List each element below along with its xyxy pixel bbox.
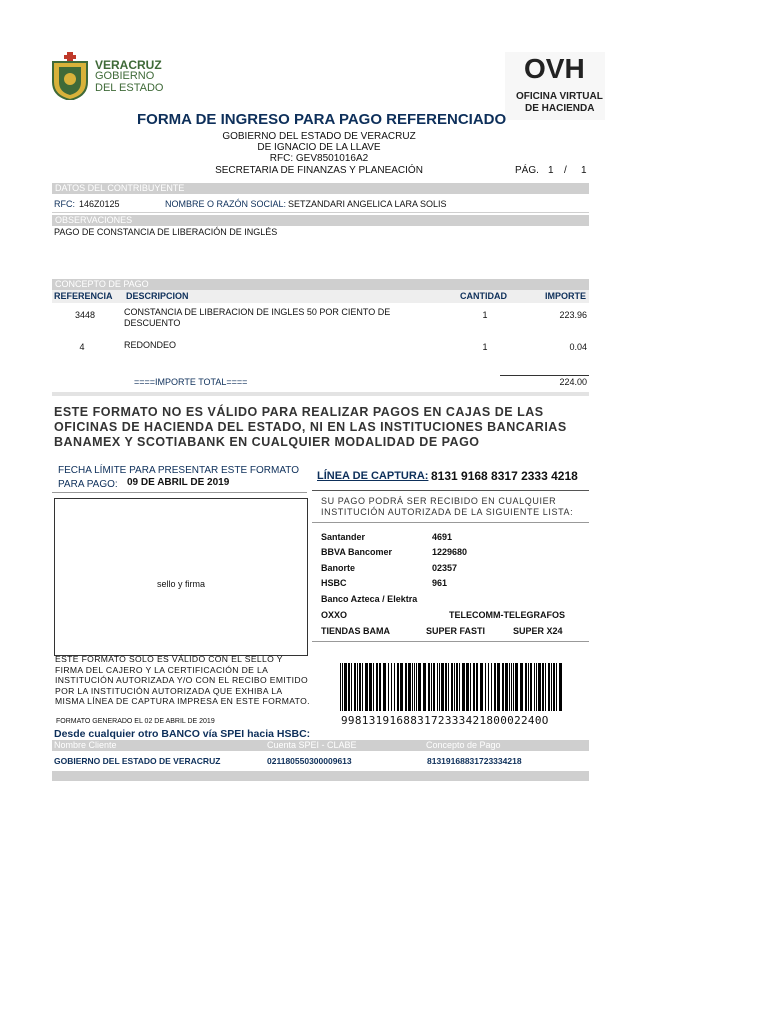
barcode-bar — [439, 663, 440, 711]
spei-value-name: GOBIERNO DEL ESTADO DE VERACRUZ — [54, 756, 221, 766]
row2-desc: REDONDEO — [124, 340, 177, 350]
capture-line-label: LÍNEA DE CAPTURA: — [317, 470, 429, 482]
barcode-bar — [551, 663, 552, 711]
barcode-bar — [388, 663, 389, 711]
row2-qty: 1 — [482, 342, 488, 352]
barcode-bar — [354, 663, 356, 711]
barcode-bar — [525, 663, 527, 711]
barcode-bar — [445, 663, 447, 711]
row1-desc: CONSTANCIA DE LIBERACION DE INGLES 50 POR CIENTO DE DESCUENTO — [124, 307, 391, 328]
bank-code: 961 — [432, 578, 448, 588]
barcode-bar — [340, 663, 341, 711]
bank-code: 4691 — [432, 532, 453, 542]
barcode-bar — [348, 663, 350, 711]
col-header-ref: REFERENCIA — [54, 291, 113, 301]
bank-name: BBVA Bancomer — [321, 547, 393, 557]
taxpayer-section-bar: DATOS DEL CONTRIBUYENTE — [52, 183, 589, 194]
col-header-qty: CANTIDAD — [460, 291, 507, 301]
issuer-line-1: GOBIERNO DEL ESTADO DE VERACRUZ — [222, 131, 416, 142]
barcode-bar — [437, 663, 438, 711]
rfc-value: 146Z0125 — [79, 199, 120, 209]
deadline-underline — [52, 492, 307, 493]
barcode — [340, 663, 562, 711]
barcode-bar — [488, 663, 489, 711]
row2-ref: 4 — [79, 342, 85, 352]
barcode-bar — [548, 663, 550, 711]
barcode-bar — [383, 663, 386, 711]
barcode-bar — [376, 663, 378, 711]
name-value: SETZANDARI ANGELICA LARA SOLIS — [288, 199, 447, 209]
barcode-bar — [357, 663, 358, 711]
barcode-bar — [542, 663, 544, 711]
invalid-format-warning: ESTE FORMATO NO ES VÁLIDO PARA REALIZAR PAGOS EN CAJAS DE LAS OFICINAS DE HACIENDA DEL ESTADO, NI EN LAS INSTITUCIONES BANCARIAS BANAMEX Y SCOTIABANK EN CUALQUIER MODALIDAD DE PAGO — [54, 405, 567, 449]
logo-text-2: GOBIERNO — [95, 70, 155, 82]
col-header-desc: DESCRIPCION — [126, 291, 189, 301]
page-separator: / — [564, 165, 567, 176]
stamp-box — [54, 498, 308, 656]
barcode-bar — [362, 663, 363, 711]
barcode-bar — [391, 663, 392, 711]
bank-name: HSBC — [321, 578, 347, 588]
bank-name: Banorte — [321, 563, 356, 573]
barcode-bar — [502, 663, 504, 711]
total-label: ====IMPORTE TOTAL==== — [134, 377, 248, 387]
barcode-bar — [441, 663, 444, 711]
page-label: PÁG. — [515, 165, 539, 176]
rfc-label: RFC: — [54, 199, 75, 209]
barcode-bar — [559, 663, 562, 711]
barcode-bar — [466, 663, 469, 711]
institutions-note: SU PAGO PODRÁ SER RECIBIDO EN CUALQUIER INSTITUCIÓN AUTORIZADA DE LA SIGUIENTE LISTA: — [321, 496, 574, 517]
generated-date: FORMATO GENERADO EL 02 DE ABRIL DE 2019 — [56, 718, 215, 725]
spei-header-clabe: Cuenta SPEI - CLABE — [267, 740, 357, 750]
barcode-bar — [418, 663, 421, 711]
barcode-bar — [462, 663, 465, 711]
barcode-number: 99813191688317233342180002240O — [341, 714, 549, 727]
store-super-x24: SUPER X24 — [513, 626, 563, 636]
ovh-logo-title: OVH — [524, 53, 585, 84]
issuer-line-2: DE IGNACIO DE LA LLAVE — [257, 142, 381, 153]
capture-line-value: 8131 9168 8317 2333 4218 — [431, 469, 578, 483]
row1-ref: 3448 — [74, 310, 96, 320]
barcode-bar — [491, 663, 492, 711]
page-total: 1 — [581, 165, 587, 176]
barcode-bar — [433, 663, 435, 711]
barcode-bar — [473, 663, 475, 711]
total-divider — [52, 392, 589, 396]
barcode-bar — [394, 663, 395, 711]
barcode-bar — [494, 663, 496, 711]
form-title: FORMA DE INGRESO PARA PAGO REFERENCIADO — [137, 111, 507, 128]
barcode-bar — [405, 663, 407, 711]
barcode-bar — [545, 663, 546, 711]
barcode-bar — [373, 663, 374, 711]
barcode-bar — [412, 663, 413, 711]
barcode-bar — [534, 663, 535, 711]
bank-name: Santander — [321, 532, 366, 542]
barcode-bar — [416, 663, 417, 711]
logo-text-1: VERACRUZ — [95, 58, 162, 72]
spei-header-concept: Concepto de Pago — [426, 740, 501, 750]
barcode-bar — [342, 663, 343, 711]
barcode-bar — [556, 663, 557, 711]
spei-title: Desde cualquier otro BANCO vía SPEI hacia HSBC: — [54, 728, 311, 740]
deadline-label-2: PARA PAGO: — [58, 479, 118, 490]
barcode-bar — [400, 663, 403, 711]
bank-code: 02357 — [432, 563, 458, 573]
barcode-bar — [553, 663, 555, 711]
barcode-bar — [476, 663, 478, 711]
barcode-bar — [359, 663, 361, 711]
page-current: 1 — [548, 165, 554, 176]
barcode-bar — [344, 663, 347, 711]
row1-qty: 1 — [482, 310, 488, 320]
barcode-bar — [454, 663, 455, 711]
total-value: 224.00 — [559, 377, 587, 387]
barcode-bar — [397, 663, 399, 711]
capture-underline — [312, 490, 589, 491]
barcode-bar — [459, 663, 460, 711]
barcode-bar — [520, 663, 523, 711]
deadline-label-1: FECHA LÍMITE PARA PRESENTAR ESTE FORMATO — [58, 465, 299, 476]
veracruz-logo — [50, 52, 90, 100]
barcode-bar — [431, 663, 432, 711]
barcode-bar — [513, 663, 514, 711]
ovh-subtitle-1: OFICINA VIRTUAL — [516, 91, 603, 102]
barcode-bar — [351, 663, 352, 711]
institutions-rule — [312, 522, 589, 523]
name-label: NOMBRE O RAZÓN SOCIAL: — [165, 199, 287, 209]
barcode-bar — [485, 663, 486, 711]
barcode-bar — [448, 663, 449, 711]
divider — [52, 212, 589, 213]
bank-code: 1229680 — [432, 547, 468, 557]
store-bama: TIENDAS BAMA — [321, 626, 390, 636]
deadline-value: 09 DE ABRIL DE 2019 — [127, 477, 230, 488]
barcode-bar — [379, 663, 381, 711]
barcode-bar — [451, 663, 453, 711]
logo-text-3: DEL ESTADO — [95, 82, 164, 94]
spei-value-clabe: 021180550300009613 — [267, 756, 352, 766]
row2-amount: 0.04 — [569, 342, 587, 352]
barcode-bar — [497, 663, 500, 711]
spei-footer-bar — [52, 771, 589, 781]
barcode-bar — [470, 663, 471, 711]
barcode-bar — [423, 663, 426, 711]
spei-header-name: Nombre Cliente — [54, 740, 117, 750]
issuer-line-3: RFC: GEV8501016A2 — [269, 153, 369, 164]
spei-value-concept: 81319168831723334218 — [427, 756, 522, 766]
concept-section-bar: CONCEPTO DE PAGO — [52, 279, 589, 290]
store-super-fasti: SUPER FASTI — [426, 626, 486, 636]
barcode-bar — [428, 663, 430, 711]
barcode-bar — [528, 663, 529, 711]
barcode-bar — [509, 663, 510, 711]
barcode-bar — [538, 663, 541, 711]
bank-name: Banco Azteca / Elektra — [321, 594, 418, 604]
validity-note: ESTE FORMATO SOLO ES VÁLIDO CON EL SELLO Y FIRMA DEL CAJERO Y LA CERTIFICACIÓN DE LA INSTITUCIÓN AUTORIZADA Y/O CON EL RECIBO EMITIDO POR LA INSTITUCIÓN AUTORIZADA QUE EXHIBA LA MISMA LÍNEA DE CAPTURA IMPRESA EN ESTE FORMATO. — [55, 654, 310, 706]
barcode-bar — [408, 663, 411, 711]
store-oxxo: OXXO — [321, 610, 348, 620]
barcode-bar — [414, 663, 415, 711]
total-rule — [500, 375, 589, 376]
barcode-bar — [511, 663, 512, 711]
observations-text: PAGO DE CONSTANCIA DE LIBERACIÓN DE INGLÉS — [54, 227, 278, 237]
barcode-bar — [456, 663, 458, 711]
stamp-label: sello y firma — [156, 579, 205, 589]
barcode-bar — [536, 663, 537, 711]
store-telecomm: TELECOMM-TELEGRAFOS — [449, 610, 565, 620]
stores-rule — [312, 641, 589, 642]
barcode-bar — [515, 663, 518, 711]
barcode-bar — [369, 663, 372, 711]
barcode-bar — [365, 663, 368, 711]
row1-amount: 223.96 — [559, 310, 587, 320]
ovh-subtitle-2: DE HACIENDA — [525, 103, 595, 114]
barcode-bar — [530, 663, 532, 711]
observations-section-bar: OBSERVACIONES — [52, 215, 589, 226]
col-header-amount: IMPORTE — [545, 291, 587, 301]
issuer-line-4: SECRETARIA DE FINANZAS Y PLANEACIÓN — [215, 165, 423, 176]
barcode-bar — [505, 663, 508, 711]
barcode-bar — [480, 663, 483, 711]
